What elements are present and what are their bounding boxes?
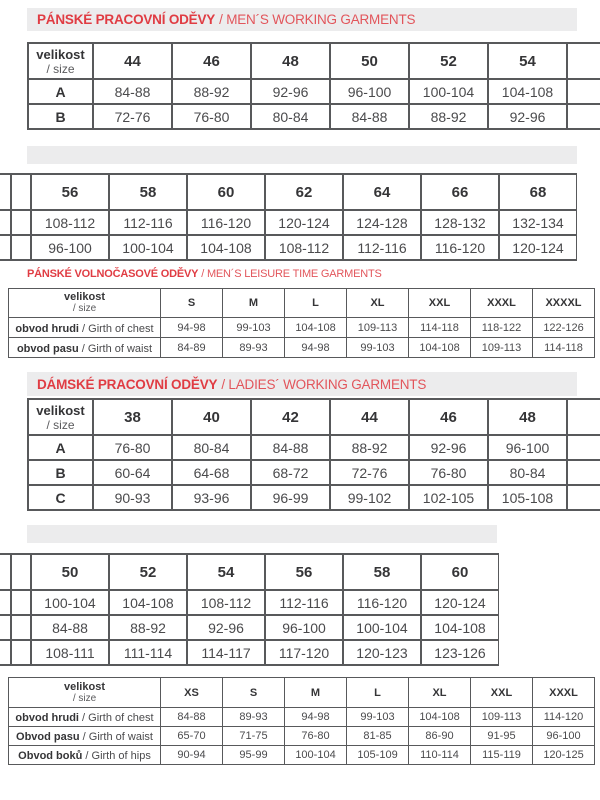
row-label: Obvod boků / Girth of hips — [9, 746, 161, 765]
mens-working-table-wrap-left — [27, 42, 600, 130]
section-title-czech: DÁMSKÉ PRACOVNÍ ODĚVY — [37, 376, 218, 392]
column-header: XS — [161, 678, 223, 708]
cut-cell — [11, 615, 31, 640]
size-value-cell: 80-84 — [251, 104, 330, 129]
size-value-cell: 76-80 — [285, 727, 347, 746]
size-value-cell: 89-93 — [223, 338, 285, 358]
cut-cell — [0, 615, 11, 640]
cut-cell — [11, 235, 31, 260]
size-value-cell: 90-93 — [93, 485, 172, 510]
size-value-cell: 84-88 — [251, 435, 330, 460]
size-value-cell: 109-113 — [471, 338, 533, 358]
cut-cell — [0, 235, 11, 260]
row-label: A — [28, 435, 93, 460]
column-header: M — [223, 289, 285, 318]
size-value-cell: 95-99 — [223, 746, 285, 765]
size-value-cell: 114-118 — [409, 318, 471, 338]
column-header: L — [347, 678, 409, 708]
cut-cell — [0, 210, 11, 235]
column-header: 38 — [93, 399, 172, 435]
size-value-cell: 100-104 — [31, 590, 109, 615]
column-header: S — [161, 289, 223, 318]
size-value-cell: 100-104 — [409, 79, 488, 104]
size-value-cell: 94-98 — [161, 318, 223, 338]
size-value-cell: 108-112 — [31, 210, 109, 235]
size-value-cell: 68-72 — [251, 460, 330, 485]
mens-working-size-table-56-68 — [0, 173, 577, 261]
size-value-cell: 120-125 — [533, 746, 595, 765]
row-label: obvod hrudi / Girth of chest — [9, 318, 161, 338]
section-title-mens-leisure — [27, 268, 382, 280]
size-value-cell: 108-112 — [265, 235, 343, 260]
size-label-cell: velikost / size — [28, 399, 93, 435]
ladies-measurements-table-wrap — [8, 677, 596, 765]
cut-cell — [11, 590, 31, 615]
size-value-cell: 110-114 — [409, 746, 471, 765]
section-title-mens-working — [27, 8, 577, 31]
size-value-cell: 109-113 — [471, 708, 533, 727]
ladies-working-size-table-50-60 — [0, 553, 499, 666]
column-header: 56 — [31, 174, 109, 210]
size-value-cell: 100-104 — [285, 746, 347, 765]
size-value-cell: 96-100 — [330, 79, 409, 104]
size-value-cell: 92-96 — [187, 615, 265, 640]
size-value-cell: 112-116 — [265, 590, 343, 615]
size-value-cell: 88-92 — [409, 104, 488, 129]
size-value-cell: 92-96 — [409, 435, 488, 460]
size-value-cell: 123-126 — [421, 640, 499, 665]
size-value-cell: 86-90 — [409, 727, 471, 746]
size-label-cell: velikost / size — [28, 43, 93, 79]
size-value-cell: 80-84 — [172, 435, 251, 460]
cut-cell — [567, 43, 600, 79]
column-header: 52 — [409, 43, 488, 79]
cut-cell — [11, 174, 31, 210]
column-header: 60 — [421, 554, 499, 590]
size-value-cell: 89-93 — [223, 708, 285, 727]
column-header: 58 — [109, 174, 187, 210]
size-value-cell: 84-89 — [161, 338, 223, 358]
size-value-cell: 84-88 — [31, 615, 109, 640]
size-value-cell: 108-112 — [187, 590, 265, 615]
cut-cell — [567, 435, 600, 460]
size-value-cell: 84-88 — [330, 104, 409, 129]
size-value-cell: 96-100 — [265, 615, 343, 640]
column-header: XXXL — [471, 289, 533, 318]
cut-cell — [567, 485, 600, 510]
row-label: B — [28, 104, 93, 129]
size-value-cell: 96-100 — [488, 435, 567, 460]
column-header: 46 — [172, 43, 251, 79]
section-title-english: / MEN´S LEISURE TIME GARMENTS — [201, 268, 382, 280]
column-header: 46 — [409, 399, 488, 435]
size-value-cell: 90-94 — [161, 746, 223, 765]
column-header: 50 — [31, 554, 109, 590]
size-value-cell: 120-124 — [421, 590, 499, 615]
column-header: 58 — [343, 554, 421, 590]
size-value-cell: 120-124 — [499, 235, 577, 260]
column-header: 52 — [109, 554, 187, 590]
size-value-cell: 100-104 — [109, 235, 187, 260]
size-value-cell: 100-104 — [343, 615, 421, 640]
size-value-cell: 116-120 — [187, 210, 265, 235]
size-value-cell: 105-109 — [347, 746, 409, 765]
size-value-cell: 104-108 — [187, 235, 265, 260]
cut-cell — [567, 399, 600, 435]
size-value-cell: 112-116 — [343, 235, 421, 260]
size-value-cell: 109-113 — [347, 318, 409, 338]
size-value-cell: 81-85 — [347, 727, 409, 746]
size-value-cell: 84-88 — [93, 79, 172, 104]
size-value-cell: 88-92 — [109, 615, 187, 640]
size-value-cell: 108-111 — [31, 640, 109, 665]
size-value-cell: 76-80 — [409, 460, 488, 485]
size-value-cell: 88-92 — [330, 435, 409, 460]
column-header: 42 — [251, 399, 330, 435]
ladies-working-table-wrap-right — [0, 553, 499, 666]
section-title-czech: PÁNSKÉ PRACOVNÍ ODĚVY — [37, 12, 216, 27]
column-header: 56 — [265, 554, 343, 590]
cut-cell — [567, 104, 600, 129]
row-label: A — [28, 79, 93, 104]
column-header: 64 — [343, 174, 421, 210]
mens-leisure-table-wrap — [8, 288, 596, 358]
mens-working-size-table-44-54 — [27, 42, 600, 130]
size-value-cell: 93-96 — [172, 485, 251, 510]
column-header: 48 — [251, 43, 330, 79]
column-header: M — [285, 678, 347, 708]
size-value-cell: 112-116 — [109, 210, 187, 235]
cut-cell — [0, 554, 11, 590]
cut-cell — [567, 79, 600, 104]
size-value-cell: 99-102 — [330, 485, 409, 510]
cut-cell — [567, 460, 600, 485]
size-value-cell: 60-64 — [93, 460, 172, 485]
size-value-cell: 104-108 — [409, 338, 471, 358]
size-value-cell: 105-108 — [488, 485, 567, 510]
divider-bar — [27, 146, 577, 164]
size-value-cell: 65-70 — [161, 727, 223, 746]
column-header: L — [285, 289, 347, 318]
row-label: Obvod pasu / Girth of waist — [9, 727, 161, 746]
mens-leisure-size-table — [8, 288, 595, 358]
size-value-cell: 91-95 — [471, 727, 533, 746]
column-header: XXL — [409, 289, 471, 318]
size-value-cell: 114-120 — [533, 708, 595, 727]
row-label: B — [28, 460, 93, 485]
size-value-cell: 92-96 — [488, 104, 567, 129]
size-label-cell: velikost / size — [9, 678, 161, 708]
size-value-cell: 114-118 — [533, 338, 595, 358]
size-value-cell: 104-108 — [488, 79, 567, 104]
column-header: 40 — [172, 399, 251, 435]
row-label: C — [28, 485, 93, 510]
size-value-cell: 120-123 — [343, 640, 421, 665]
size-value-cell: 118-122 — [471, 318, 533, 338]
row-label: obvod hrudi / Girth of chest — [9, 708, 161, 727]
row-label: obvod pasu / Girth of waist — [9, 338, 161, 358]
cut-cell — [0, 640, 11, 665]
section-title-ladies-working — [27, 372, 577, 396]
size-value-cell: 84-88 — [161, 708, 223, 727]
column-header: 44 — [93, 43, 172, 79]
section-title-czech: PÁNSKÉ VOLNOČASOVÉ ODĚVY — [27, 268, 199, 280]
column-header: 54 — [488, 43, 567, 79]
column-header: 48 — [488, 399, 567, 435]
size-value-cell: 71-75 — [223, 727, 285, 746]
ladies-working-table-wrap-left — [27, 398, 600, 511]
column-header: 68 — [499, 174, 577, 210]
size-value-cell: 92-96 — [251, 79, 330, 104]
size-value-cell: 76-80 — [172, 104, 251, 129]
size-value-cell: 76-80 — [93, 435, 172, 460]
size-label-cell: velikost / size — [9, 289, 161, 318]
column-header: 54 — [187, 554, 265, 590]
size-value-cell: 128-132 — [421, 210, 499, 235]
column-header: XXXXL — [533, 289, 595, 318]
column-header: XXXL — [533, 678, 595, 708]
size-value-cell: 80-84 — [488, 460, 567, 485]
size-value-cell: 120-124 — [265, 210, 343, 235]
size-value-cell: 122-126 — [533, 318, 595, 338]
cut-cell — [11, 640, 31, 665]
size-value-cell: 96-99 — [251, 485, 330, 510]
column-header: S — [223, 678, 285, 708]
section-title-english: / LADIES´ WORKING GARMENTS — [221, 376, 427, 392]
cut-cell — [0, 174, 11, 210]
column-header: 62 — [265, 174, 343, 210]
size-value-cell: 64-68 — [172, 460, 251, 485]
size-value-cell: 111-114 — [109, 640, 187, 665]
size-value-cell: 99-103 — [223, 318, 285, 338]
column-header: XL — [409, 678, 471, 708]
column-header: 44 — [330, 399, 409, 435]
size-value-cell: 104-108 — [421, 615, 499, 640]
size-value-cell: 114-117 — [187, 640, 265, 665]
size-value-cell: 116-120 — [343, 590, 421, 615]
cut-cell — [11, 210, 31, 235]
column-header: XXL — [471, 678, 533, 708]
column-header: XL — [347, 289, 409, 318]
ladies-measurements-size-table — [8, 677, 595, 765]
size-value-cell: 88-92 — [172, 79, 251, 104]
size-value-cell: 117-120 — [265, 640, 343, 665]
column-header: 50 — [330, 43, 409, 79]
size-value-cell: 94-98 — [285, 708, 347, 727]
size-value-cell: 72-76 — [93, 104, 172, 129]
size-value-cell: 104-108 — [109, 590, 187, 615]
divider-bar — [27, 525, 497, 543]
size-value-cell: 96-100 — [31, 235, 109, 260]
column-header: 60 — [187, 174, 265, 210]
size-value-cell: 72-76 — [330, 460, 409, 485]
size-value-cell: 104-108 — [285, 318, 347, 338]
column-header: 66 — [421, 174, 499, 210]
size-value-cell: 96-100 — [533, 727, 595, 746]
mens-working-table-wrap-right — [0, 173, 577, 261]
cut-cell — [11, 554, 31, 590]
ladies-working-size-table-38-48 — [27, 398, 600, 511]
size-value-cell: 94-98 — [285, 338, 347, 358]
size-value-cell: 99-103 — [347, 338, 409, 358]
size-value-cell: 115-119 — [471, 746, 533, 765]
size-value-cell: 132-134 — [499, 210, 577, 235]
size-value-cell: 124-128 — [343, 210, 421, 235]
size-value-cell: 116-120 — [421, 235, 499, 260]
size-value-cell: 104-108 — [409, 708, 471, 727]
section-title-english: / MEN´S WORKING GARMENTS — [219, 12, 416, 27]
size-value-cell: 102-105 — [409, 485, 488, 510]
size-value-cell: 99-103 — [347, 708, 409, 727]
cut-cell — [0, 590, 11, 615]
